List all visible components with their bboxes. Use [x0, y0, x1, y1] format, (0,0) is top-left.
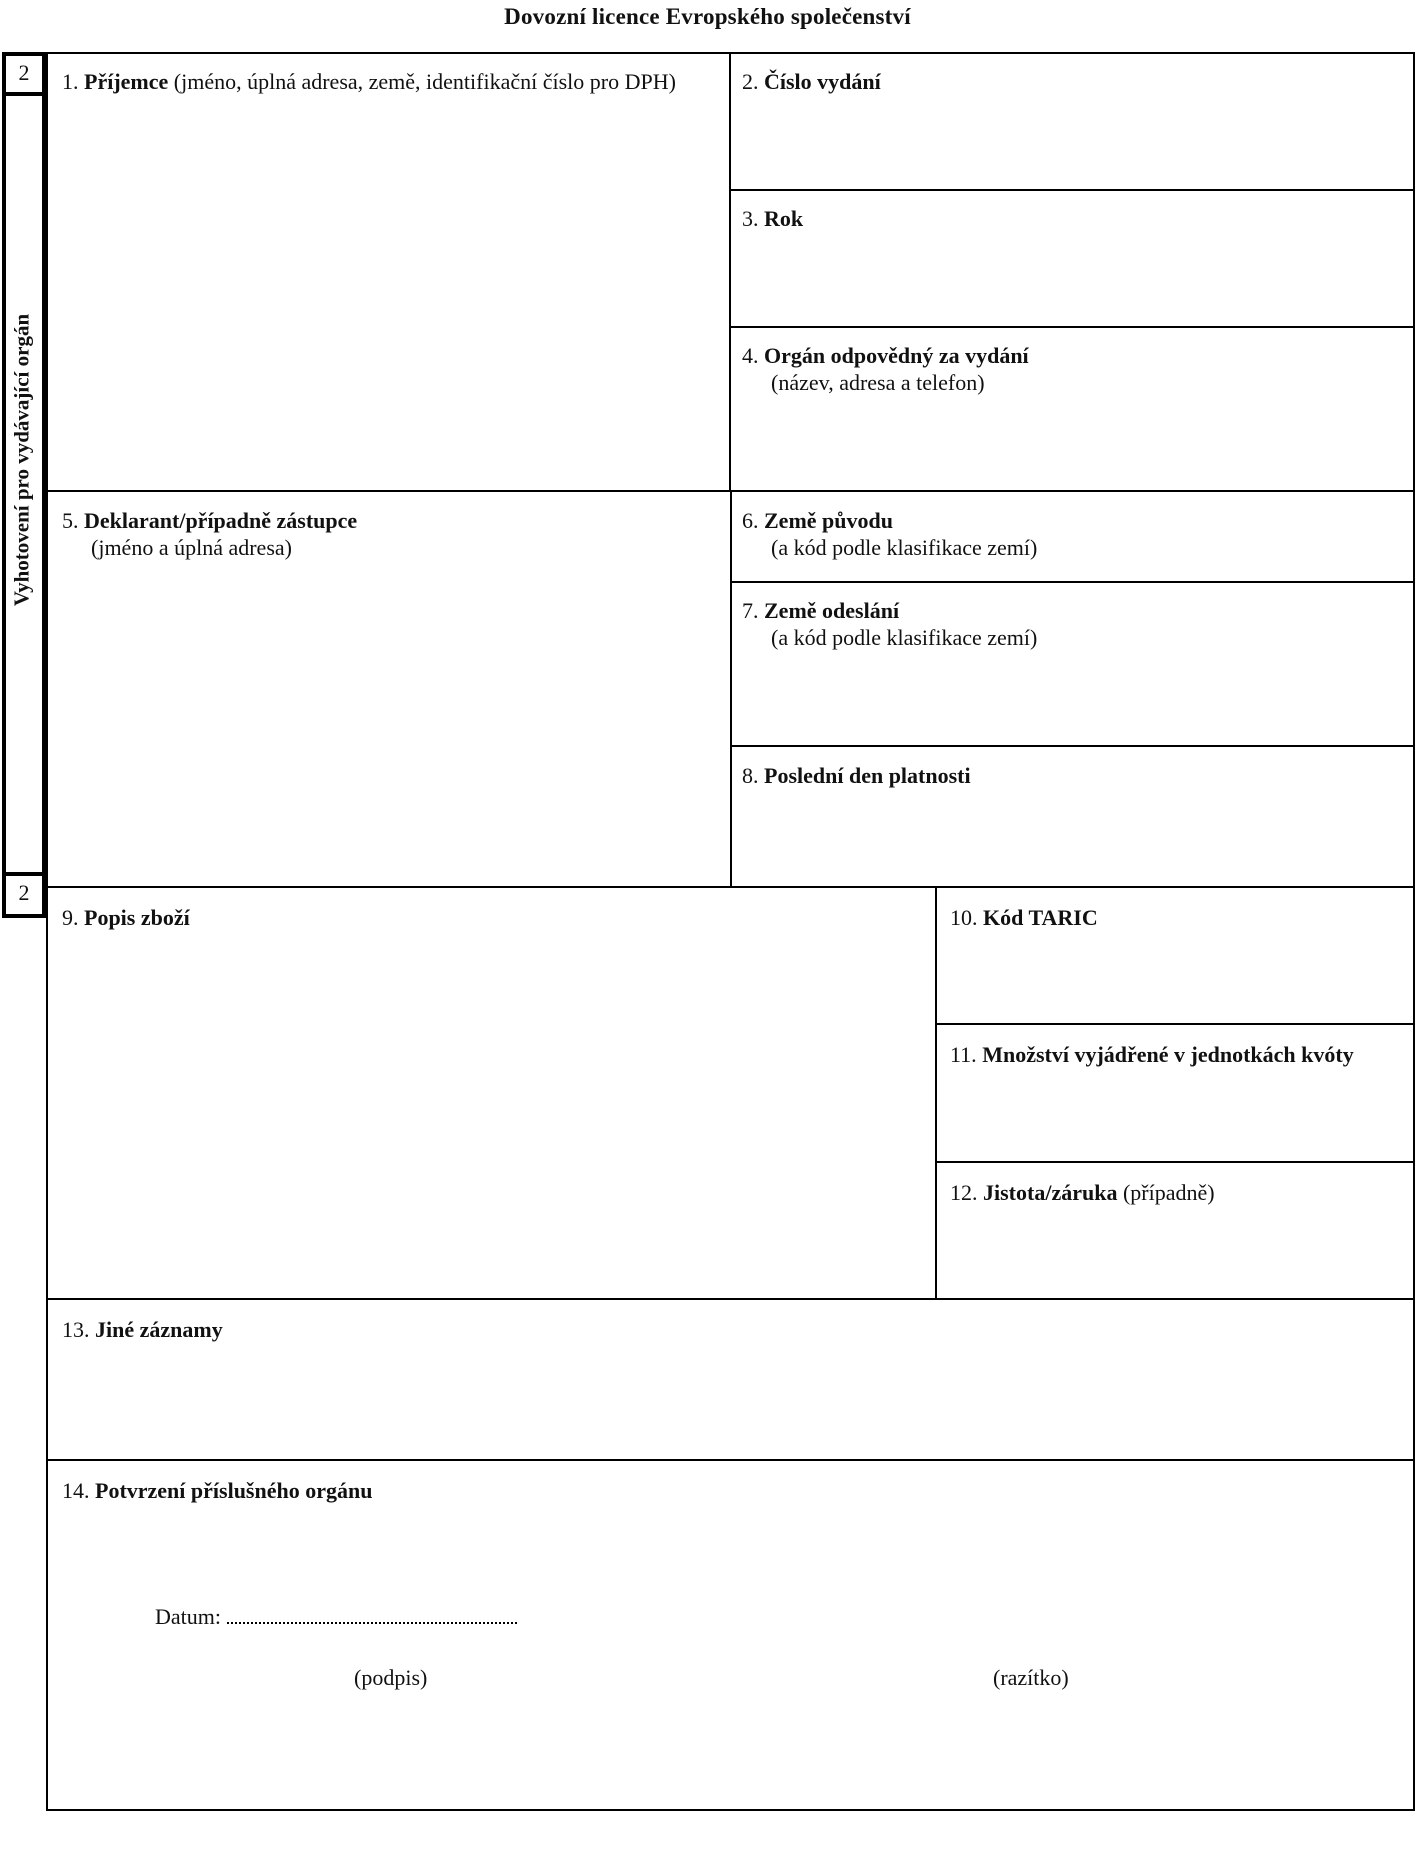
field-11-label: 11. Množství vyjádřené v jednotkách kvóty [950, 1042, 1354, 1067]
field-4-label: 4. Orgán odpovědný za vydání (název, adresa a telefon) [742, 343, 1029, 395]
stamp-label: (razítko) [993, 1665, 1069, 1690]
divider-v2 [730, 490, 732, 886]
copy-number-bottom: 2 [18, 880, 30, 905]
divider-h-3-4 [729, 326, 1415, 328]
field-1-label: 1. Příjemce (jméno, úplná adresa, země, identifikační číslo pro DPH) [62, 69, 676, 94]
copy-number-top: 2 [18, 60, 30, 85]
field-12-label: 12. Jistota/záruka (případně) [950, 1180, 1215, 1205]
field-7-label: 7. Země odeslání (a kód podle klasifikace zemí) [742, 598, 1038, 650]
divider-v1 [729, 52, 731, 490]
date-dotted-field[interactable] [227, 1606, 517, 1624]
field-8-label: 8. Poslední den platnosti [742, 763, 971, 788]
field-6-note: (a kód podle klasifikace zemí) [771, 535, 1038, 560]
divider-h-7-8 [730, 745, 1415, 747]
divider-h-row3 [46, 1298, 1415, 1300]
divider-h-row4 [46, 1459, 1415, 1461]
field-14-label: 14. Potvrzení příslušného orgánu [62, 1478, 373, 1503]
field-9-label: 9. Popis zboží [62, 905, 190, 930]
field-13-label: 13. Jiné záznamy [62, 1317, 223, 1342]
field-2-label: 2. Číslo vydání [742, 69, 881, 94]
signature-label: (podpis) [354, 1665, 428, 1690]
divider-h-2-3 [729, 189, 1415, 191]
field-7-note: (a kód podle klasifikace zemí) [771, 625, 1038, 650]
divider-h-11-12 [935, 1161, 1415, 1163]
date-line [155, 1603, 517, 1630]
copy-label: Vyhotovení pro vydávající orgán [9, 313, 34, 607]
field-5-label: 5. Deklarant/případně zástupce (jméno a úplná adresa) [62, 508, 358, 560]
field-4-note: (název, adresa a telefon) [771, 370, 985, 395]
field-5-note: (jméno a úplná adresa) [91, 535, 292, 560]
frame-bottom [46, 1809, 1415, 1811]
divider-h-10-11 [935, 1023, 1415, 1025]
divider-v3 [935, 886, 937, 1299]
date-label: Datum: [155, 1604, 221, 1629]
field-10-label: 10. Kód TARIC [950, 905, 1098, 930]
divider-h-6-7 [730, 581, 1415, 583]
field-6-label: 6. Země původu (a kód podle klasifikace zemí) [742, 508, 1038, 560]
divider-h-row2 [46, 886, 1415, 888]
form-title: Dovozní licence Evropského společenství [504, 4, 911, 29]
field-3-label: 3. Rok [742, 206, 804, 231]
frame-left [46, 52, 48, 1811]
